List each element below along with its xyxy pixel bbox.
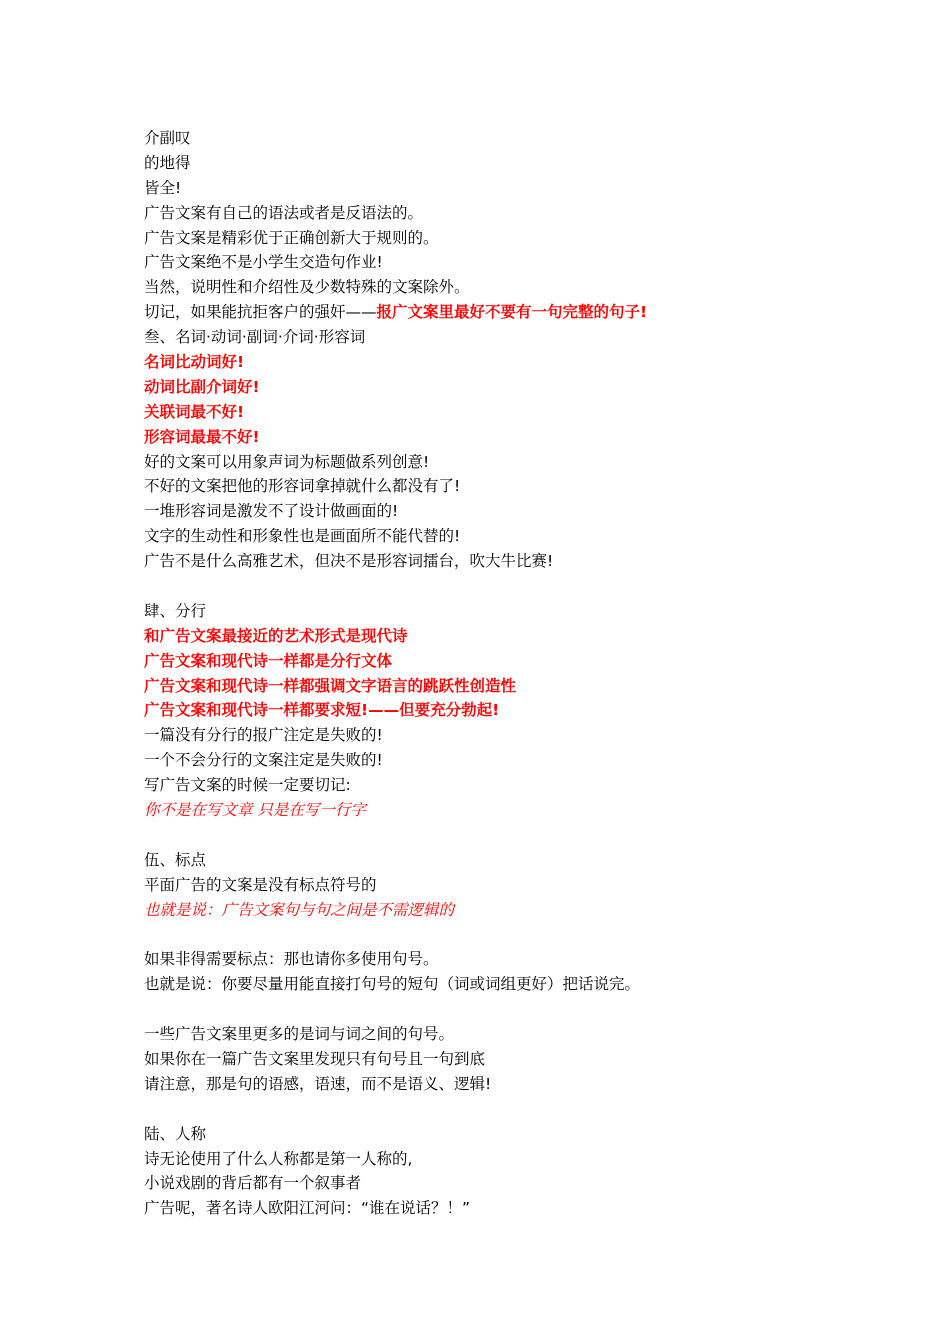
text-line [144,350,904,375]
line-text: 平面广告的文案是没有标点符号的 [144,875,377,894]
highlight-text: 动词比副介词好! [144,377,260,396]
text-line [144,151,904,176]
text-line [144,873,904,898]
line-text: 写广告文案的时候一定要切记: [144,776,351,795]
text-line [144,649,904,674]
text-line [144,400,904,425]
text-line [144,1147,904,1172]
line-text: 的地得 [144,153,191,172]
text-line [144,1072,904,1097]
line-text: 广告文案有自己的语法或者是反语法的。 [144,203,424,222]
text-line [144,1122,904,1147]
line-text: 如果你在一篇广告文案里发现只有句号且一句到底 [144,1049,486,1068]
text-line [144,624,904,649]
text-line [144,375,904,400]
line-text: 如果非得需要标点：那也请你多使用句号。 [144,950,439,969]
text-line [144,798,904,823]
document-body [144,126,904,1221]
text-line [144,474,904,499]
text-line [144,972,904,997]
line-text: 请注意，那是句的语感，语速，而不是语义、逻辑! [144,1074,492,1093]
line-text: 文字的生动性和形象性也是画面所不能代替的! [144,527,461,546]
blank-line [144,923,904,948]
line-text: 一个不会分行的文案注定是失败的! [144,751,383,770]
text-line [144,425,904,450]
highlight-text: 报广文案里最好不要有一句完整的句子! [376,303,648,322]
text-line [144,599,904,624]
text-line [144,226,904,251]
text-line [144,300,904,325]
blank-line [144,1097,904,1122]
line-text: 也就是说：你要尽量用能直接打句号的短句（词或词组更好）把话说完。 [144,975,641,994]
text-line [144,126,904,151]
text-line [144,275,904,300]
text-line [144,325,904,350]
line-text: 陆、人称 [144,1124,207,1143]
line-text: 诗无论使用了什么人称都是第一人称的, [144,1149,413,1168]
blank-line [144,574,904,599]
text-line [144,947,904,972]
line-text: 广告不是什么高雅艺术，但决不是形容词擂台，吹大牛比赛! [144,552,554,571]
text-line [144,549,904,574]
line-text: 切记，如果能抗拒客户的强奸—— [144,303,377,322]
blank-line [144,823,904,848]
highlight-text: 广告文案和现代诗一样都要求短!——但要充分勃起! [144,701,500,720]
emphasis-text: 你不是在写文章 只是在写一行字 [144,801,366,820]
text-line [144,499,904,524]
highlight-text: 广告文案和现代诗一样都是分行文体 [144,651,393,670]
highlight-text: 名词比动词好! [144,353,245,372]
line-text: 好的文案可以用象声词为标题做系列创意! [144,452,430,471]
line-text: 伍、标点 [144,850,207,869]
highlight-text: 广告文案和现代诗一样都强调文字语言的跳跃性创造性 [144,676,517,695]
line-text: 一堆形容词是激发不了设计做画面的! [144,502,399,521]
line-text: 肆、分行 [144,601,207,620]
line-text: 广告文案是精彩优于正确创新大于规则的。 [144,228,439,247]
highlight-text: 和广告文案最接近的艺术形式是现代诗 [144,626,408,645]
line-text: 当然，说明性和介绍性及少数特殊的文案除外。 [144,278,470,297]
text-line [144,848,904,873]
line-text: 广告呢，著名诗人欧阳江河问：“谁在说话？！” [144,1199,471,1218]
text-line [144,450,904,475]
line-text: 叁、名词·动词·副词·介词·形容词 [144,328,366,347]
text-line [144,201,904,226]
blank-line [144,997,904,1022]
text-line [144,524,904,549]
text-line [144,698,904,723]
text-line [144,1047,904,1072]
line-text: 一些广告文案里更多的是词与词之间的句号。 [144,1025,455,1044]
text-line [144,1022,904,1047]
text-line [144,1171,904,1196]
highlight-text: 形容词最最不好! [144,427,260,446]
line-text: 广告文案绝不是小学生交造句作业! [144,253,383,272]
text-line [144,1196,904,1221]
highlight-text: 关联词最不好! [144,402,245,421]
text-line [144,898,904,923]
emphasis-text: 也就是说：广告文案句与句之间是不需逻辑的 [144,900,455,919]
line-text: 不好的文案把他的形容词拿掉就什么都没有了! [144,477,461,496]
text-line [144,176,904,201]
text-line [144,773,904,798]
text-line [144,723,904,748]
line-text: 小说戏剧的背后都有一个叙事者 [144,1174,362,1193]
line-text: 介副叹 [144,129,191,147]
line-text: 一篇没有分行的报广注定是失败的! [144,726,383,745]
text-line [144,674,904,699]
text-line [144,250,904,275]
line-text: 皆全! [144,178,182,197]
text-line [144,748,904,773]
